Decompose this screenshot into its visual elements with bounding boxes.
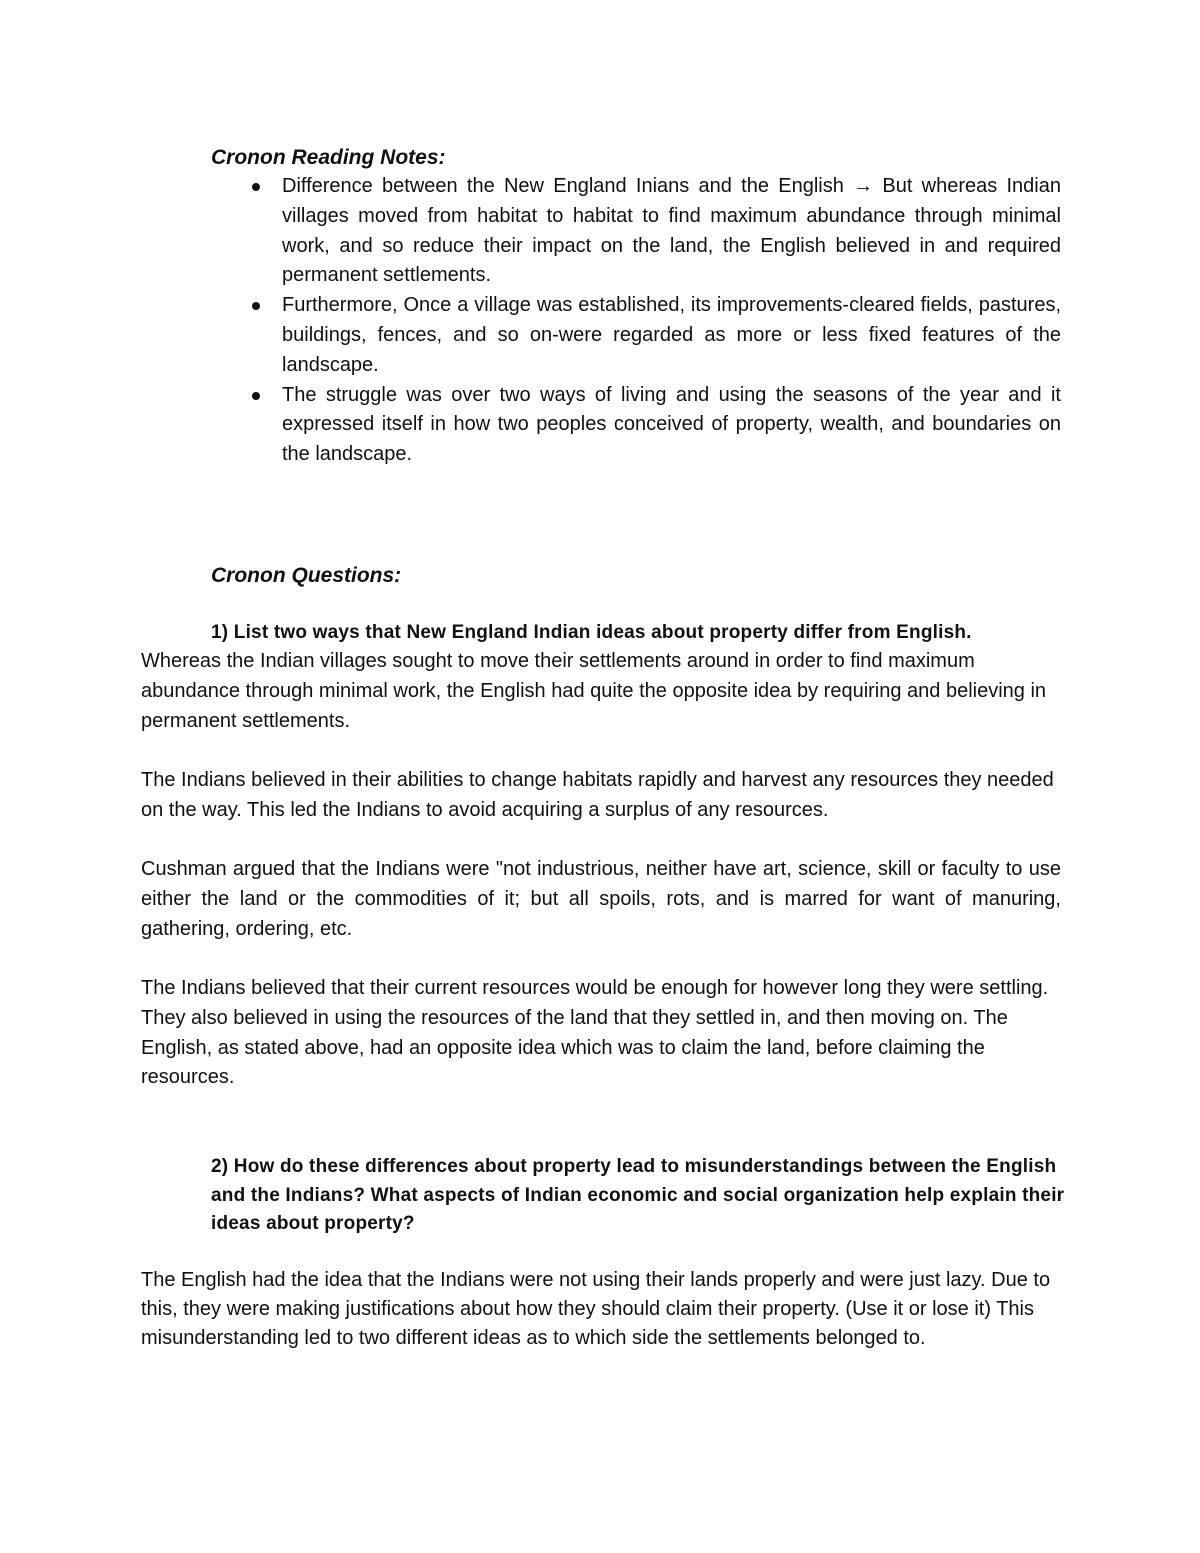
answer-paragraph: The Indians believed that their current resources would be enough for however long they were settling. They also believed in using the resources of the land that they settled in, and then moving on. The English, as stated above, had an opposite idea which was to claim the land, before claiming the resources. [141,977,1049,1089]
answer-paragraph: Cushman argued that the Indians were "not industrious, neither have art, science, skill or faculty to use either the land or the commodities of it; but all spoils, rots, and is marred for want of manuring, gathering, ordering, etc. [141,858,1061,940]
bullet-icon [252,183,260,191]
bullet-icon [252,392,260,400]
reading-notes-list [211,172,1061,470]
note-text: The struggle was over two ways of living and using the seasons of the year and it expressed itself in how two peoples conceived of property, wealth, and boundaries on the landscape. [282,383,1061,466]
note-bullet-item [211,381,1061,470]
answer-paragraph: The Indians believed in their abilities to change habitats rapidly and harvest any resources they needed on the way. This led the Indians to avoid acquiring a surplus of any resources. [141,769,1054,821]
note-bullet-item [211,172,1061,291]
note-bullet-item [211,291,1061,380]
bullet-icon [252,302,260,310]
note-text: Furthermore, Once a village was established, its improvements-cleared fields, pastures, buildings, fences, and so on-were regarded as more or less fixed features of the landscape. [282,294,1061,376]
question-1: 1) List two ways that New England Indian ideas about property differ from English. [211,622,972,643]
question-2: 2) How do these differences about property lead to misunderstandings between the English and the Indians? What aspects of Indian economic and social organization help explain their ideas about property? [211,1156,1065,1234]
questions-heading: Cronon Questions: [211,564,402,587]
reading-notes-heading: Cronon Reading Notes: [211,146,446,169]
answer-paragraph: The English had the idea that the Indians were not using their lands properly and were just lazy. Due to this, they were making justifications about how they should claim their property. (Use it or lose it) This misunderstanding led to two different ideas as to which side the settlements belonged to. [141,1269,1051,1349]
note-text: Difference between the New England Inians and the English → But whereas Indian villages moved from habitat to habitat to find maximum abundance through minimal work, and so reduce their impact on the land, the English believed in and required permanent settlements. [282,175,1061,287]
answer-paragraph: Whereas the Indian villages sought to move their settlements around in order to find maximum abundance through minimal work, the English had quite the opposite idea by requiring and believing in permanent settlements. [141,650,1047,732]
